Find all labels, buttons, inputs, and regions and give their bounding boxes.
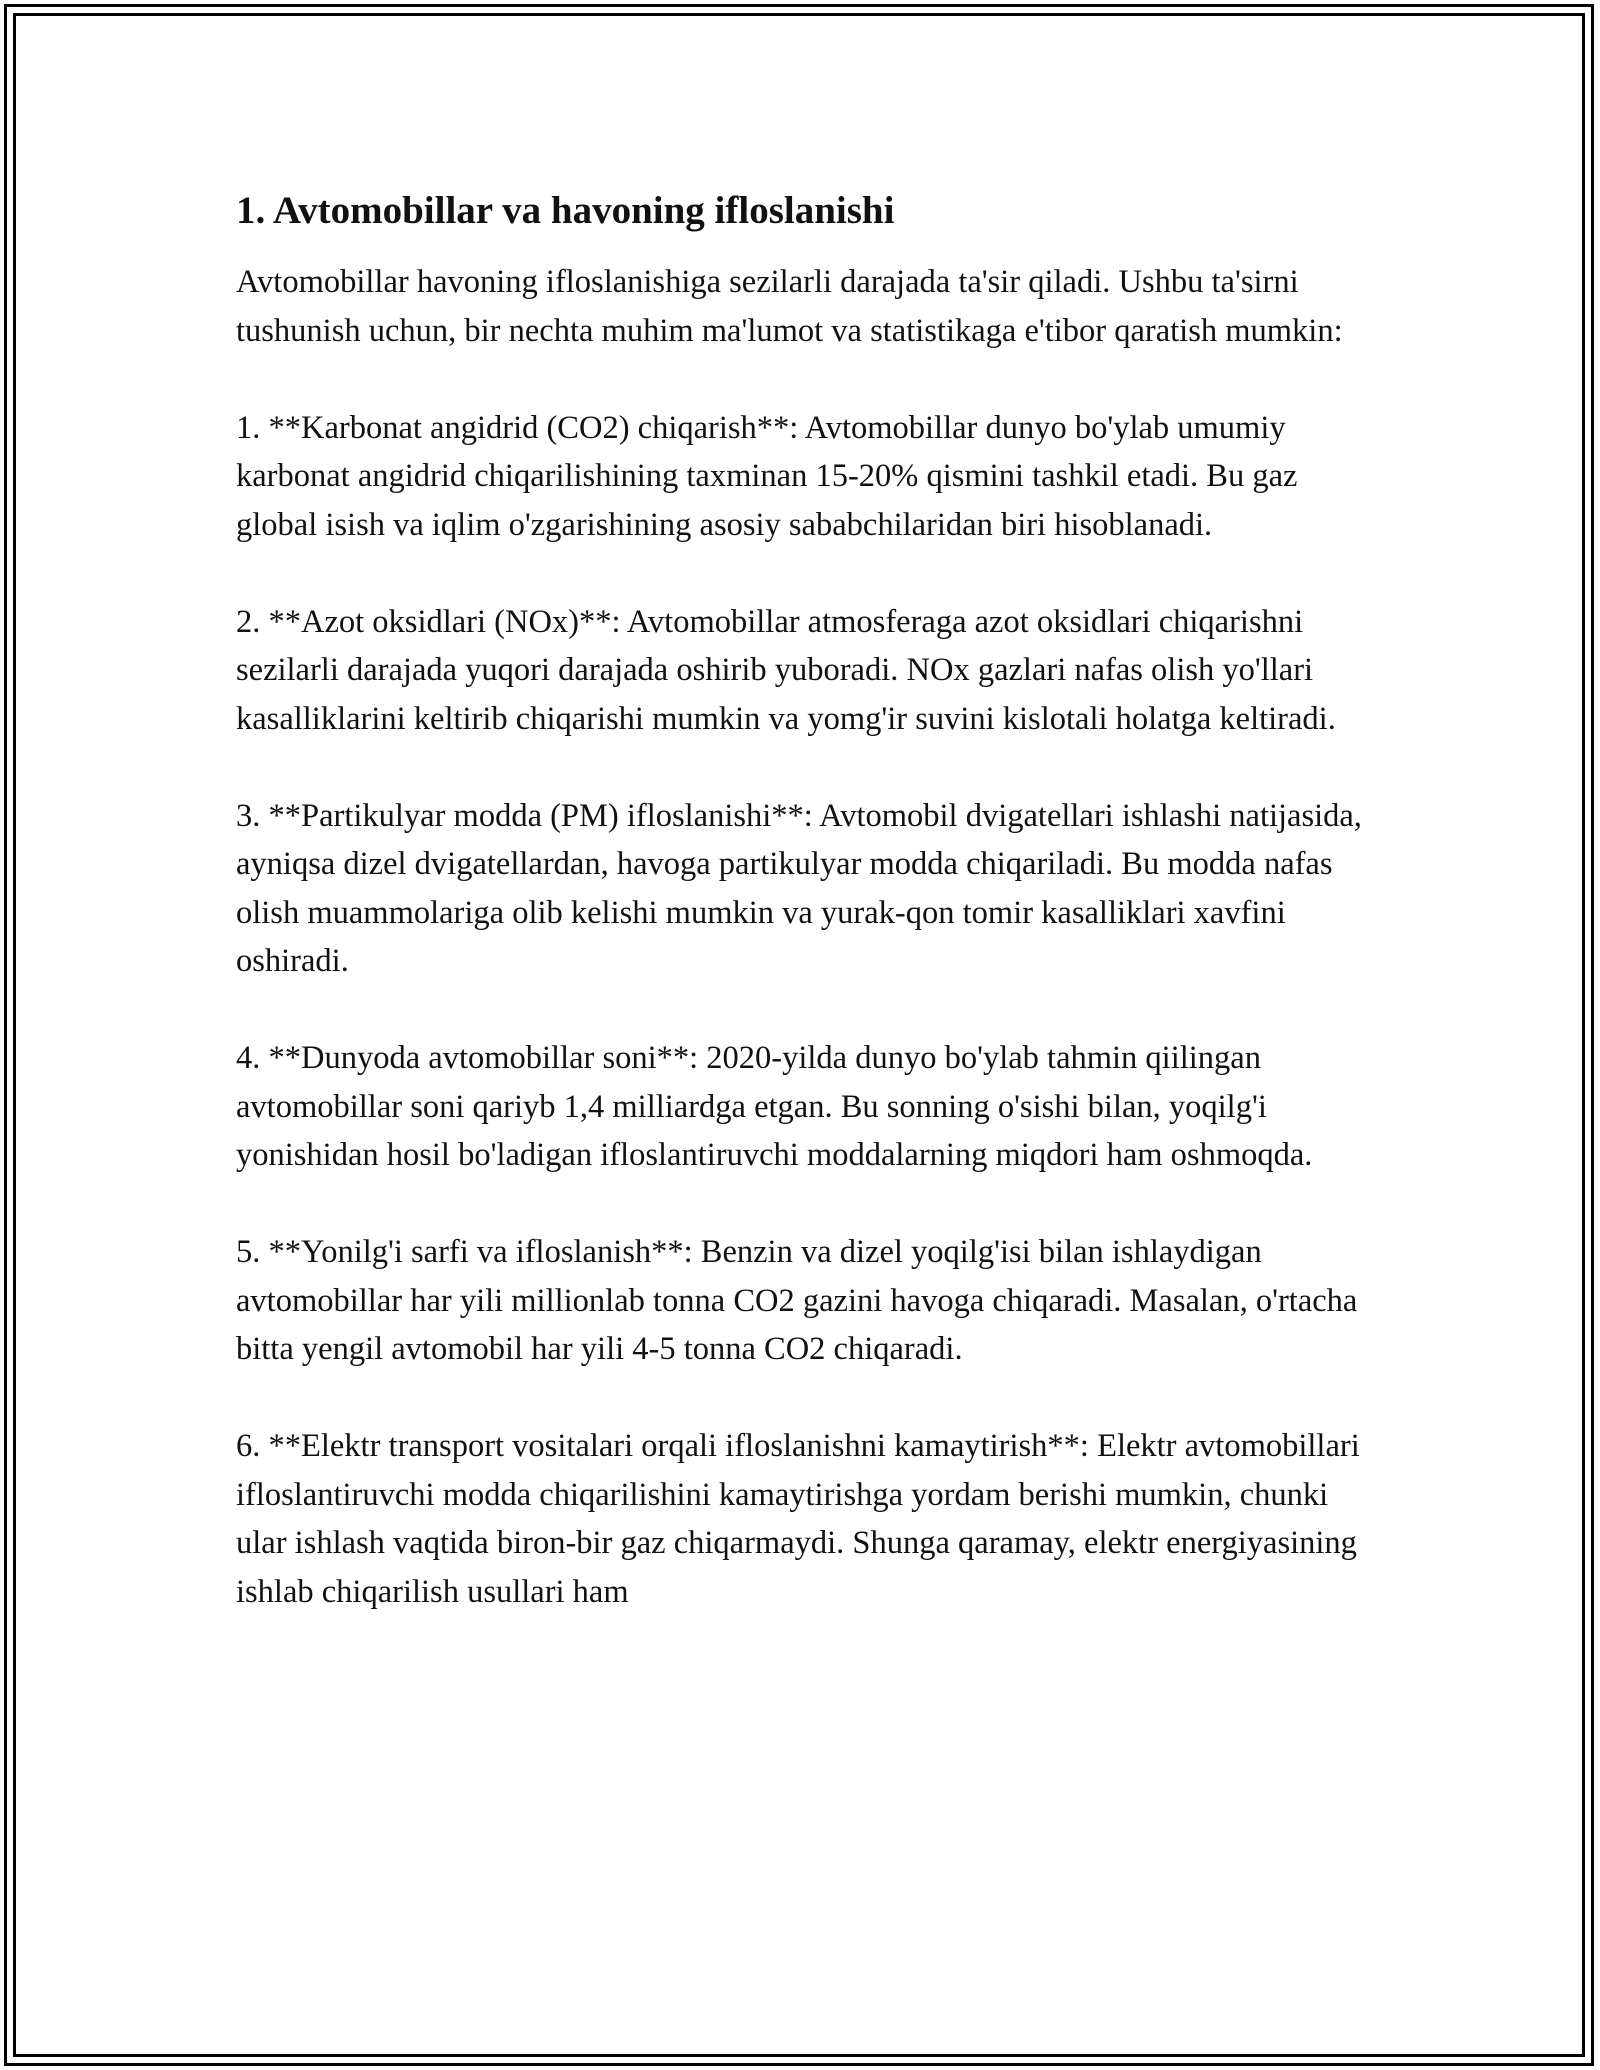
- list-item-co2: 1. **Karbonat angidrid (CO2) chiqarish**: Avtomobillar dunyo bo'ylab umumiy karbonat angidrid chiqarilishining taxminan 15-20% qismini tashkil etadi. Bu gaz global isish va iqlim o'zgarishining asosiy sababchilaridan biri hisoblanadi.: [236, 409, 1298, 543]
- document-body: [236, 186, 1376, 1616]
- intro-paragraph: Avtomobillar havoning ifloslanishiga sezilarli darajada ta'sir qiladi. Ushbu ta'sirni tushunish uchun, bir nechta muhim ma'lumot va statistikaga e'tibor qaratish mumkin:: [236, 264, 1343, 349]
- list-item-pm: 3. **Partikulyar modda (PM) ifloslanishi**: Avtomobil dvigatellari ishlashi natijasida, ayniqsa dizel dvigatellardan, havoga partikulyar modda chiqariladi. Bu modda nafas olish muammolariga olib kelishi mumkin va yurak-qon tomir kasalliklari xavfini oshiradi.: [236, 797, 1362, 979]
- list-item-nox: 2. **Azot oksidlari (NOx)**: Avtomobillar atmosferaga azot oksidlari chiqarishni sezilarli darajada yuqori darajada oshirib yuboradi. NOx gazlari nafas olish yo'llari kasalliklarini keltirib chiqarishi mumkin va yomg'ir suvini kislotali holatga keltiradi.: [236, 603, 1336, 737]
- list-item-electric: 6. **Elektr transport vositalari orqali ifloslanishni kamaytirish**: Elektr avtomobillari ifloslantiruvchi modda chiqarilishini kamaytirishga yordam berishi mumkin, chunki ular ishlash vaqtida biron-bir gaz chiqarmaydi. Shunga qaramay, elektr energiyasining ishlab chiqarilish usullari ham: [236, 1428, 1360, 1610]
- list-item-car-count: 4. **Dunyoda avtomobillar soni**: 2020-yilda dunyo bo'ylab tahmin qiilingan avtomobillar soni qariyb 1,4 milliardga etgan. Bu sonning o'sishi bilan, yoqilg'i yonishidan hosil bo'ladigan ifloslantiruvchi moddalarning miqdori ham oshmoqda.: [236, 1040, 1313, 1173]
- list-item-fuel: 5. **Yonilg'i sarfi va ifloslanish**: Benzin va dizel yoqilg'isi bilan ishlaydigan avtomobillar har yili millionlab tonna CO2 gazini havoga chiqaradi. Masalan, o'rtacha bitta yengil avtomobil har yili 4-5 tonna CO2 chiqaradi.: [236, 1234, 1358, 1367]
- section-title: 1. Avtomobillar va havoning ifloslanishi: [236, 189, 895, 232]
